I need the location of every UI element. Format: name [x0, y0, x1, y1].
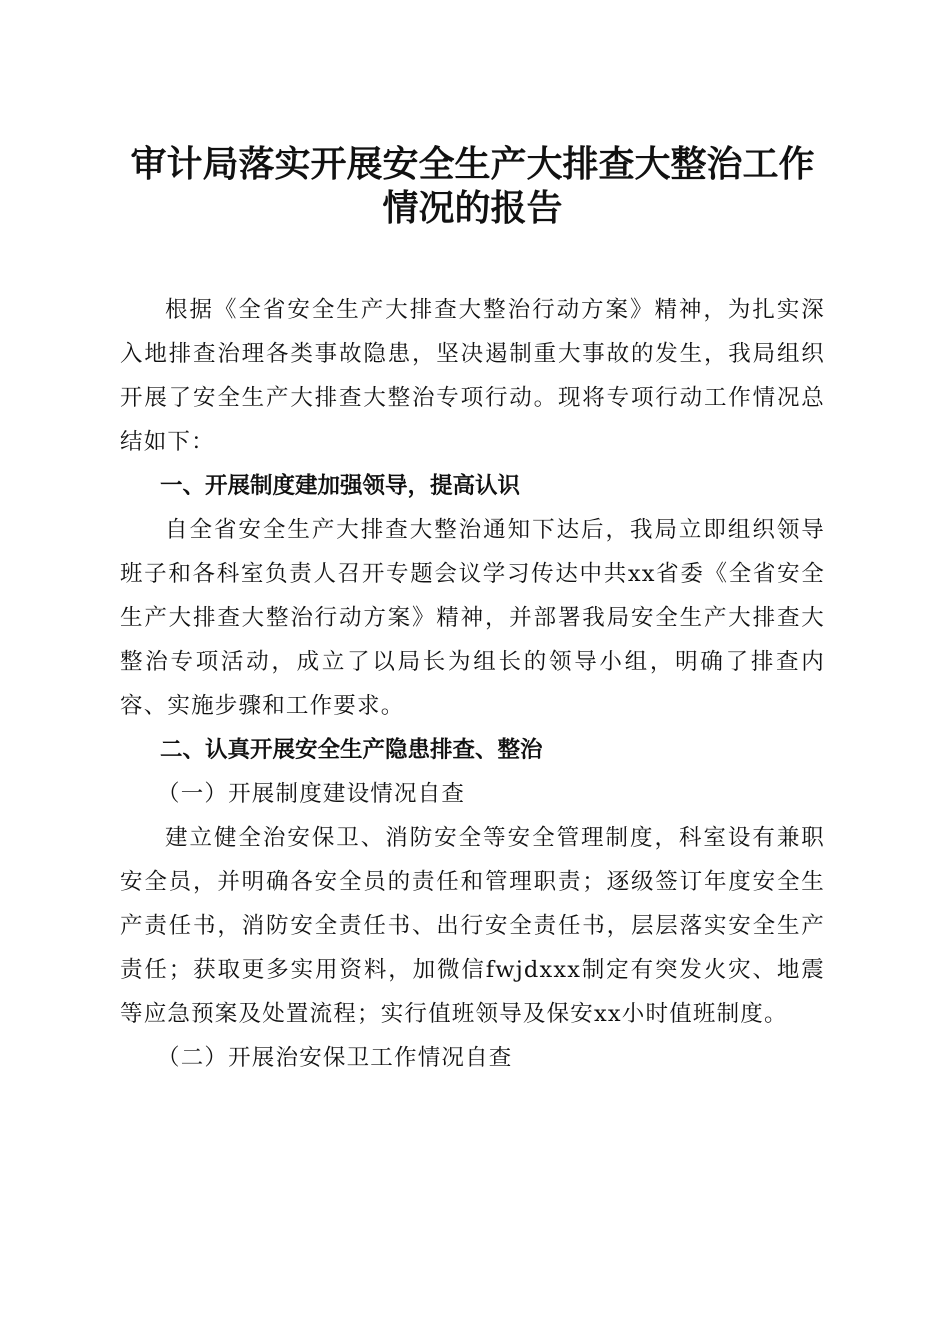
document-body — [120, 288, 825, 1080]
subsection-1-paragraph: 建立健全治安保卫、消防安全等安全管理制度，科室设有兼职安全员，并明确各安全员的责任和管理职责；逐级签订年度安全生产责任书，消防安全责任书、出行安全责任书，层层落实安全生产责任；获取更多实用资料，加微信fwjdxxx制定有突发火灾、地震等应急预案及处置流程；实行值班领导及保安xx小时值班制度。 — [120, 825, 825, 1027]
document-page — [120, 120, 825, 1080]
section-2-heading: 二、认真开展安全生产隐患排查、整治 — [160, 737, 543, 763]
subsection-1-heading: （一）开展制度建设情况自查 — [157, 781, 466, 807]
section-1-paragraph: 自全省安全生产大排查大整治通知下达后，我局立即组织领导班子和各科室负责人召开专题会议学习传达中共xx省委《全省安全生产大排查大整治行动方案》精神，并部署我局安全生产大排查大整治专项活动，成立了以局长为组长的领导小组，明确了排查内容、实施步骤和工作要求。 — [120, 517, 825, 719]
subsection-2-heading: （二）开展治安保卫工作情况自查 — [157, 1045, 513, 1071]
section-1-heading: 一、开展制度建加强领导，提高认识 — [160, 473, 521, 499]
document-title: 审计局落实开展安全生产大排查大整治工作情况的报告 — [130, 143, 815, 229]
intro-paragraph: 根据《全省安全生产大排查大整治行动方案》精神，为扎实深入地排查治理各类事故隐患，坚决遏制重大事故的发生，我局组织开展了安全生产大排查大整治专项行动。现将专项行动工作情况总结如下： — [120, 297, 825, 455]
